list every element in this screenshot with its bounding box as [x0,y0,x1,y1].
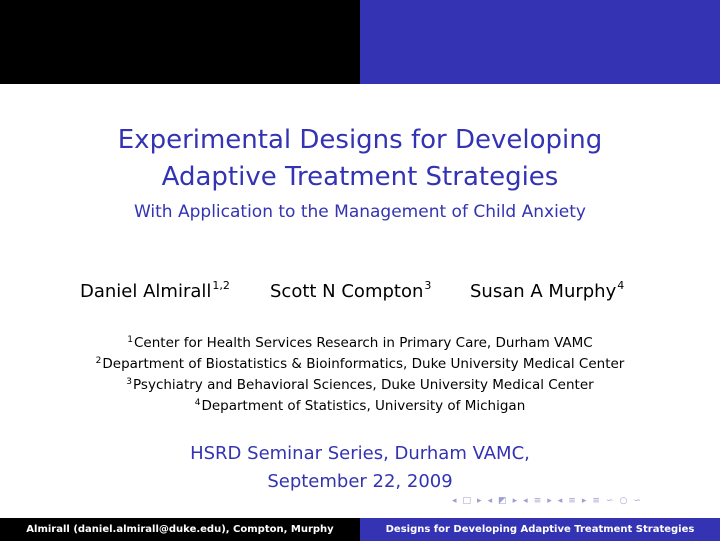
beamer-navigation[interactable] [452,494,641,508]
affiliation-list [0,334,720,418]
nav-doc-icon[interactable]: ≡ [568,496,576,506]
nav-appendix-icon[interactable]: ≡ [592,496,600,506]
event-line-2: September 22, 2009 [267,471,453,492]
nav-frame-icon[interactable]: □ [462,496,472,506]
author-affil-ref: 4 [617,279,625,292]
header-bar-left [0,0,360,84]
nav-search-icon[interactable]: ∽ [605,496,614,506]
nav-prev-section-icon[interactable]: ◂ [523,496,528,506]
slide-title-line-2: Adaptive Treatment Strategies [161,162,559,192]
slide-subtitle: With Application to the Management of Child Anxiety [133,202,586,222]
author-affil-ref: 1,2 [212,279,230,292]
nav-next-icon[interactable]: ▸ [477,496,482,506]
event-info [0,440,720,496]
header-bar [0,0,720,84]
nav-subsection-icon[interactable]: ◩ [498,496,507,506]
affiliation-1: $^1$Center for Health Services Research in Primary Care, Durham VAMC [127,335,593,351]
footer-short-title: Designs for Developing Adaptive Treatment Strategies [360,518,720,541]
nav-prev-doc-icon[interactable]: ◂ [557,496,563,506]
nav-back-icon[interactable]: ∽ [633,496,641,506]
author-almirall: Daniel Almirall$^{1,2}$ [80,279,230,302]
author-murphy: Susan A Murphy$^4$ [470,279,625,302]
affiliation-3: $^3$Psychiatry and Behavioral Sciences, Duke University Medical Center [126,377,594,393]
slide-title-line-1: Experimental Designs for Developing [117,125,603,155]
nav-next-doc-icon[interactable]: ▸ [581,496,587,506]
nav-zoom-icon[interactable]: ○ [619,496,628,506]
author-affil-ref: 3 [424,279,432,292]
nav-next-section-icon[interactable]: ▸ [547,496,552,506]
event-line-1: HSRD Seminar Series, Durham VAMC, [190,443,530,464]
author-compton: Scott N Compton$^3$ [270,279,432,302]
nav-next-subsection-icon[interactable]: ▸ [512,496,518,506]
affiliation-2: $^2$Department of Biostatistics & Bioinformatics, Duke University Medical Center [95,356,625,372]
header-bar-right [360,0,720,84]
footer-bar [0,518,720,541]
affiliation-4: $^4$Department of Statistics, University of Michigan [194,398,526,414]
nav-prev-icon[interactable]: ◂ [452,496,457,506]
nav-section-icon[interactable]: ≡ [533,496,542,506]
nav-prev-subsection-icon[interactable]: ◂ [487,496,493,506]
author-list [0,278,720,308]
slide-title [0,122,720,196]
footer-authors: Almirall (daniel.almirall@duke.edu), Compton, Murphy [0,518,360,541]
